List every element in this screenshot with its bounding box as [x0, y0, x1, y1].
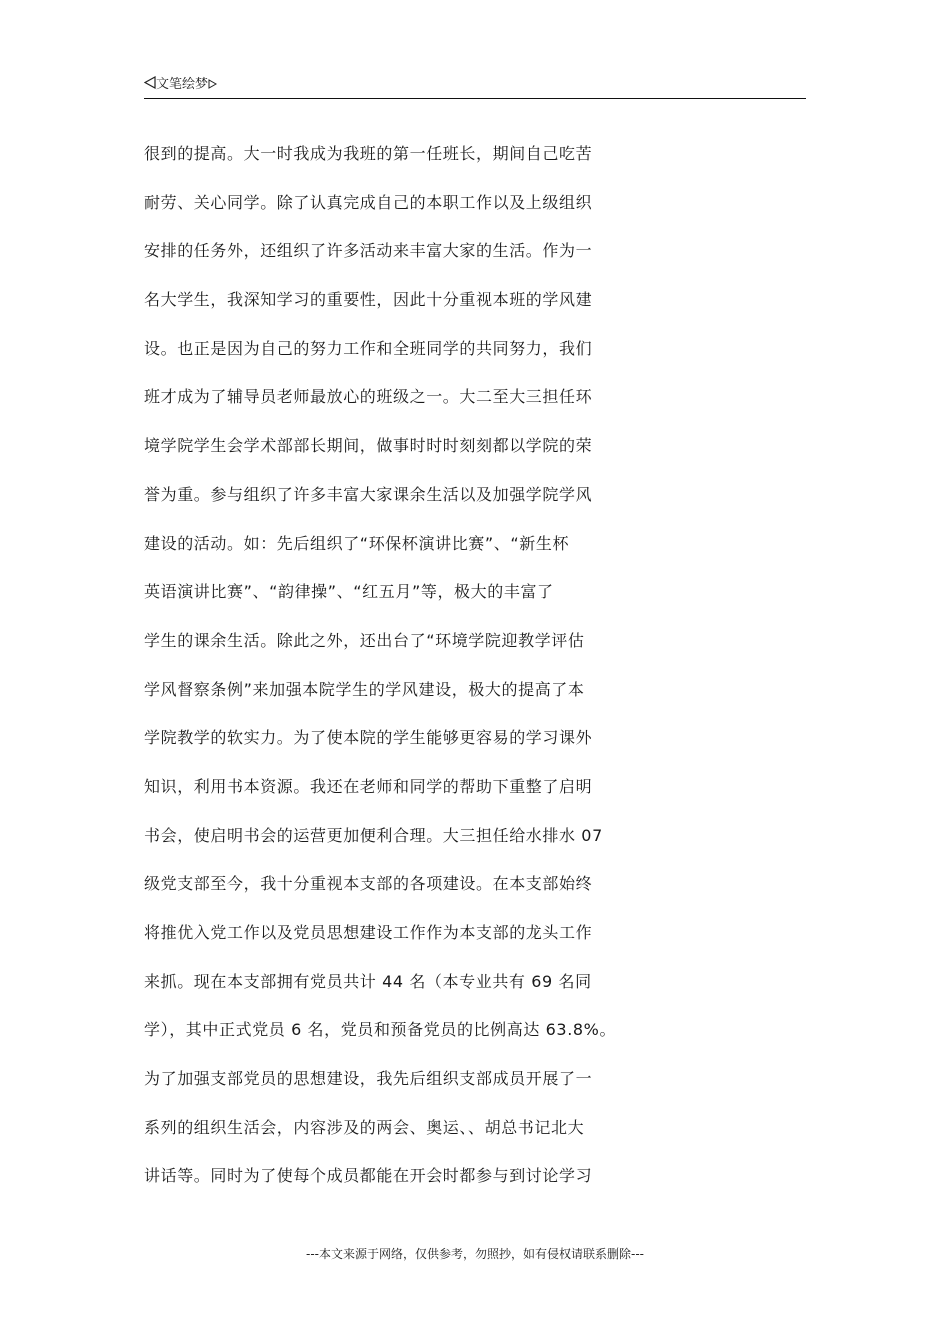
body-line: 学风督察条例”来加强本院学生的学风建设，极大的提高了本	[144, 679, 585, 699]
body-line: 学），其中正式党员 6 名，党员和预备党员的比例高达 63.8%。	[144, 1020, 617, 1040]
body-line: 境学院学生会学术部部长期间，做事时时时刻刻都以学院的荣	[144, 436, 593, 456]
body-line: 班才成为了辅导员老师最放心的班级之一。大二至大三担任环	[144, 387, 593, 407]
triangle-left-outline-icon	[144, 76, 156, 94]
body-line: 将推优入党工作以及党员思想建设工作作为本支部的龙头工作	[144, 923, 593, 942]
body-text	[144, 130, 824, 1201]
triangle-right-outline-icon	[208, 78, 217, 94]
body-line: 誉为重。参与组织了许多丰富大家课余生活以及加强学院学风	[144, 484, 593, 504]
body-line: 学生的课余生活。除此之外，还出台了“环境学院迎教学评估	[144, 630, 585, 650]
body-line: 设。也正是因为自己的努力工作和全班同学的共同努力，我们	[144, 338, 593, 358]
body-line: 安排的任务外，还组织了许多活动来丰富大家的生活。作为一	[144, 241, 593, 261]
body-line: 建设的活动。如：先后组织了“环保杯演讲比赛”、“新生杯	[144, 533, 570, 553]
body-line: 知识，利用书本资源。我还在老师和同学的帮助下重整了启明	[144, 776, 593, 796]
header-brand-text: 文笔绘梦	[156, 77, 209, 92]
body-line: 英语演讲比赛”、“韵律操”、“红五月”等，极大的丰富了	[144, 582, 554, 602]
body-line: 来抓。现在本支部拥有党员共计 44 名（本专业共有 69 名同	[144, 971, 592, 991]
body-line: 级党支部至今，我十分重视本支部的各项建设。在本支部始终	[144, 874, 593, 894]
body-line: 系列的组织生活会，内容涉及的两会、奥运、、胡总书记北大	[144, 1117, 585, 1137]
body-line: 讲话等。同时为了使每个成员都能在开会时都参与到讨论学习	[144, 1166, 593, 1186]
body-line: 书会，使启明书会的运营更加便利合理。大三担任给水排水 07	[144, 825, 603, 845]
page-header	[144, 74, 806, 99]
body-line: 名大学生，我深知学习的重要性，因此十分重视本班的学风建	[144, 290, 593, 310]
body-line: 耐劳、关心同学。除了认真完成自己的本职工作以及上级组织	[144, 192, 593, 212]
body-line: 学院教学的软实力。为了使本院的学生能够更容易的学习课外	[144, 728, 593, 748]
body-line: 为了加强支部党员的思想建设，我先后组织支部成员开展了一	[144, 1069, 593, 1089]
footer-disclaimer: ---本文来源于网络，仅供参考，勿照抄，如有侵权请联系删除---	[306, 1247, 644, 1261]
body-line: 很到的提高。大一时我成为我班的第一任班长，期间自己吃苦	[144, 144, 593, 163]
header-brand	[144, 76, 217, 94]
